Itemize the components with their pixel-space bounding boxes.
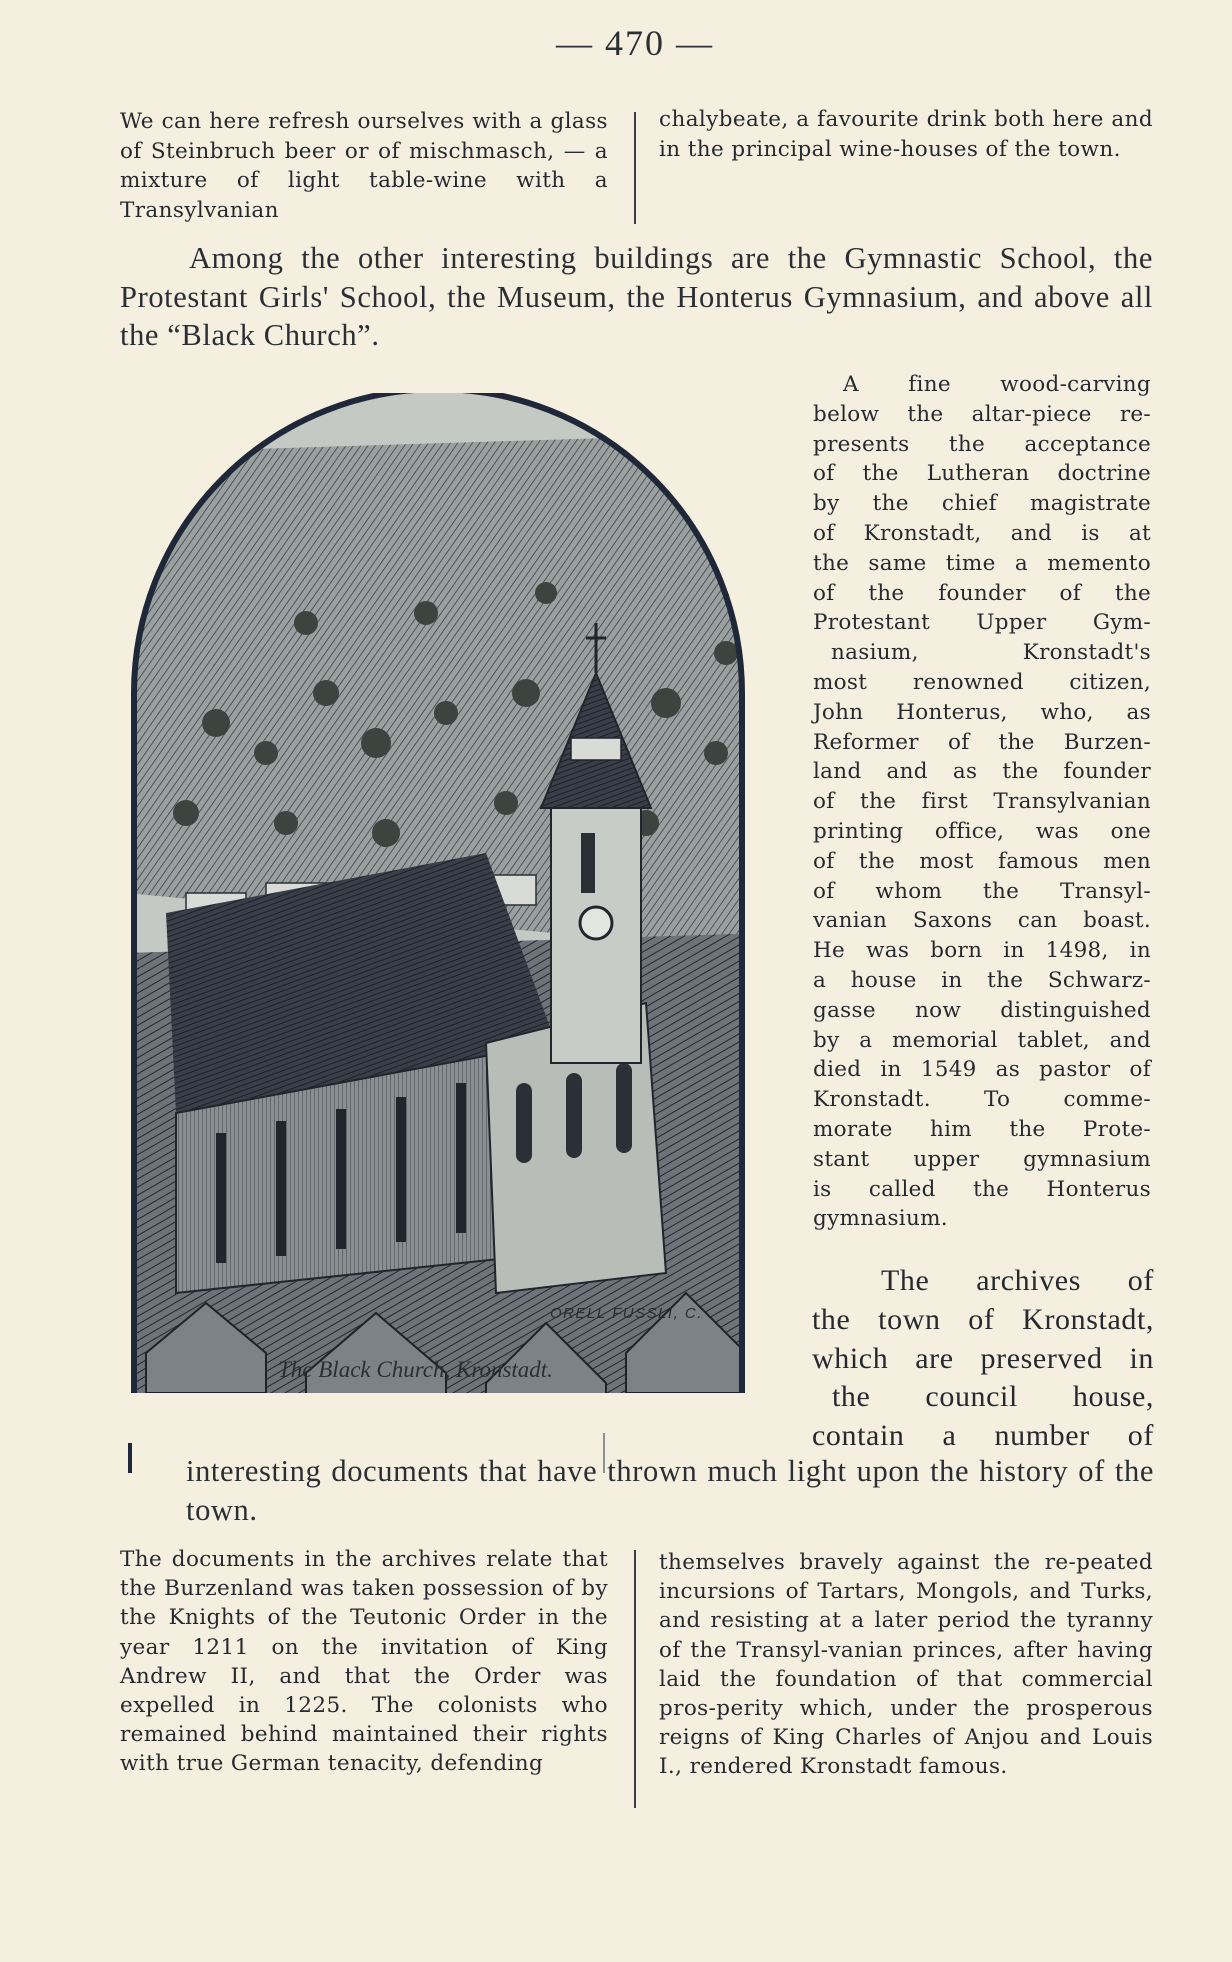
side-line: He was born in 1498, in — [813, 938, 1151, 964]
side-line: A fine wood-carving — [843, 372, 1151, 397]
side-line: of whom the Transyl- — [813, 878, 1151, 904]
intro-paragraph: Among the other interesting buildings are the Gymnastic School, the Protestant Girls' School, the Museum, the Honterus Gymnasium, and above all the “Black Church”. — [120, 241, 1153, 352]
side-line: of Kronstadt, and is at — [813, 520, 1151, 546]
archives-line: which are preserved in — [812, 1341, 1154, 1375]
side-line: of the most famous men — [813, 848, 1151, 874]
top-right-column: chalybeate, a favourite drink both here and in the principal wine-houses of the town. — [659, 107, 1153, 162]
archives-paragraph-start — [812, 1262, 1154, 1456]
archives-paragraph-end: interesting documents that have thrown much light upon the history of the town. — [186, 1454, 1154, 1527]
archives-line: The archives of — [881, 1264, 1154, 1297]
side-line: stant upper gymnasium — [813, 1146, 1151, 1172]
side-line: of the founder of the — [813, 580, 1151, 606]
side-line: below the altar-piece re- — [813, 401, 1151, 427]
archives-line: contain a number of — [812, 1419, 1154, 1453]
column-divider-bottom — [634, 1550, 636, 1808]
bottom-right-column: themselves bravely against the re-peated incursions of Tartars, Mongols, and Turks, and resisting at a later period the tyranny of the Transyl-vanian princes, after having laid the foundation of that commercial pros-perity which, under the prosperous reigns of King Charles of Anjou and Louis I., rendered Kronstadt famous. — [659, 1550, 1153, 1780]
side-line: gymnasium. — [813, 1206, 948, 1232]
bottom-left-column: The documents in the archives relate that the Burzenland was taken possession of by the Knights of the Teutonic Order in the year 1211 on the invitation of King Andrew II, and that the Order was expelled in 1225. The colonists who remained behind maintained their rights with true German tenacity, defending — [120, 1547, 608, 1777]
side-line: Protestant Upper Gym- — [813, 610, 1151, 636]
side-line: died in 1549 as pastor of — [813, 1057, 1151, 1083]
side-line: land and as the founder — [813, 759, 1151, 785]
side-line: of the first Transylvanian — [813, 789, 1151, 815]
side-line: most renowned citizen, — [813, 669, 1151, 695]
side-line: the same time a memento — [813, 550, 1151, 576]
side-line: vanian Saxons can boast. — [813, 908, 1151, 934]
top-left-column: We can here refresh ourselves with a glass of Steinbruch beer or of mischmasch, — a mixture of light table-wine with a Transylvanian — [120, 109, 608, 223]
page-number: — 470 — — [556, 23, 714, 63]
side-line: a house in the Schwarz- — [813, 967, 1151, 993]
side-line: morate him the Prote- — [813, 1116, 1151, 1142]
column-divider-top — [634, 112, 636, 224]
side-line: John Honterus, who, as — [813, 699, 1151, 725]
side-line: by a memorial tablet, and — [813, 1027, 1151, 1053]
side-line: Reformer of the Burzen- — [813, 729, 1151, 755]
engraver-mark: ORELL FUSSLI, C. — [550, 1305, 703, 1322]
side-line: Kronstadt. To comme- — [813, 1087, 1151, 1113]
archives-line: the town of Kronstadt, — [812, 1302, 1154, 1336]
side-line: is called the Honterus — [813, 1176, 1151, 1202]
side-line: by the chief magistrate — [813, 491, 1151, 517]
figure-caption: The Black Church, Kronstadt. — [278, 1357, 553, 1382]
side-paragraph — [813, 370, 1151, 1234]
side-line: presents the acceptance — [813, 431, 1151, 457]
side-line: nasium, Kronstadt's — [831, 640, 1151, 666]
archives-line: the council house, — [832, 1380, 1154, 1414]
side-line: of the Lutheran doctrine — [813, 461, 1151, 487]
side-line: printing office, was one — [813, 818, 1151, 844]
side-line: gasse now distinguished — [813, 997, 1151, 1023]
